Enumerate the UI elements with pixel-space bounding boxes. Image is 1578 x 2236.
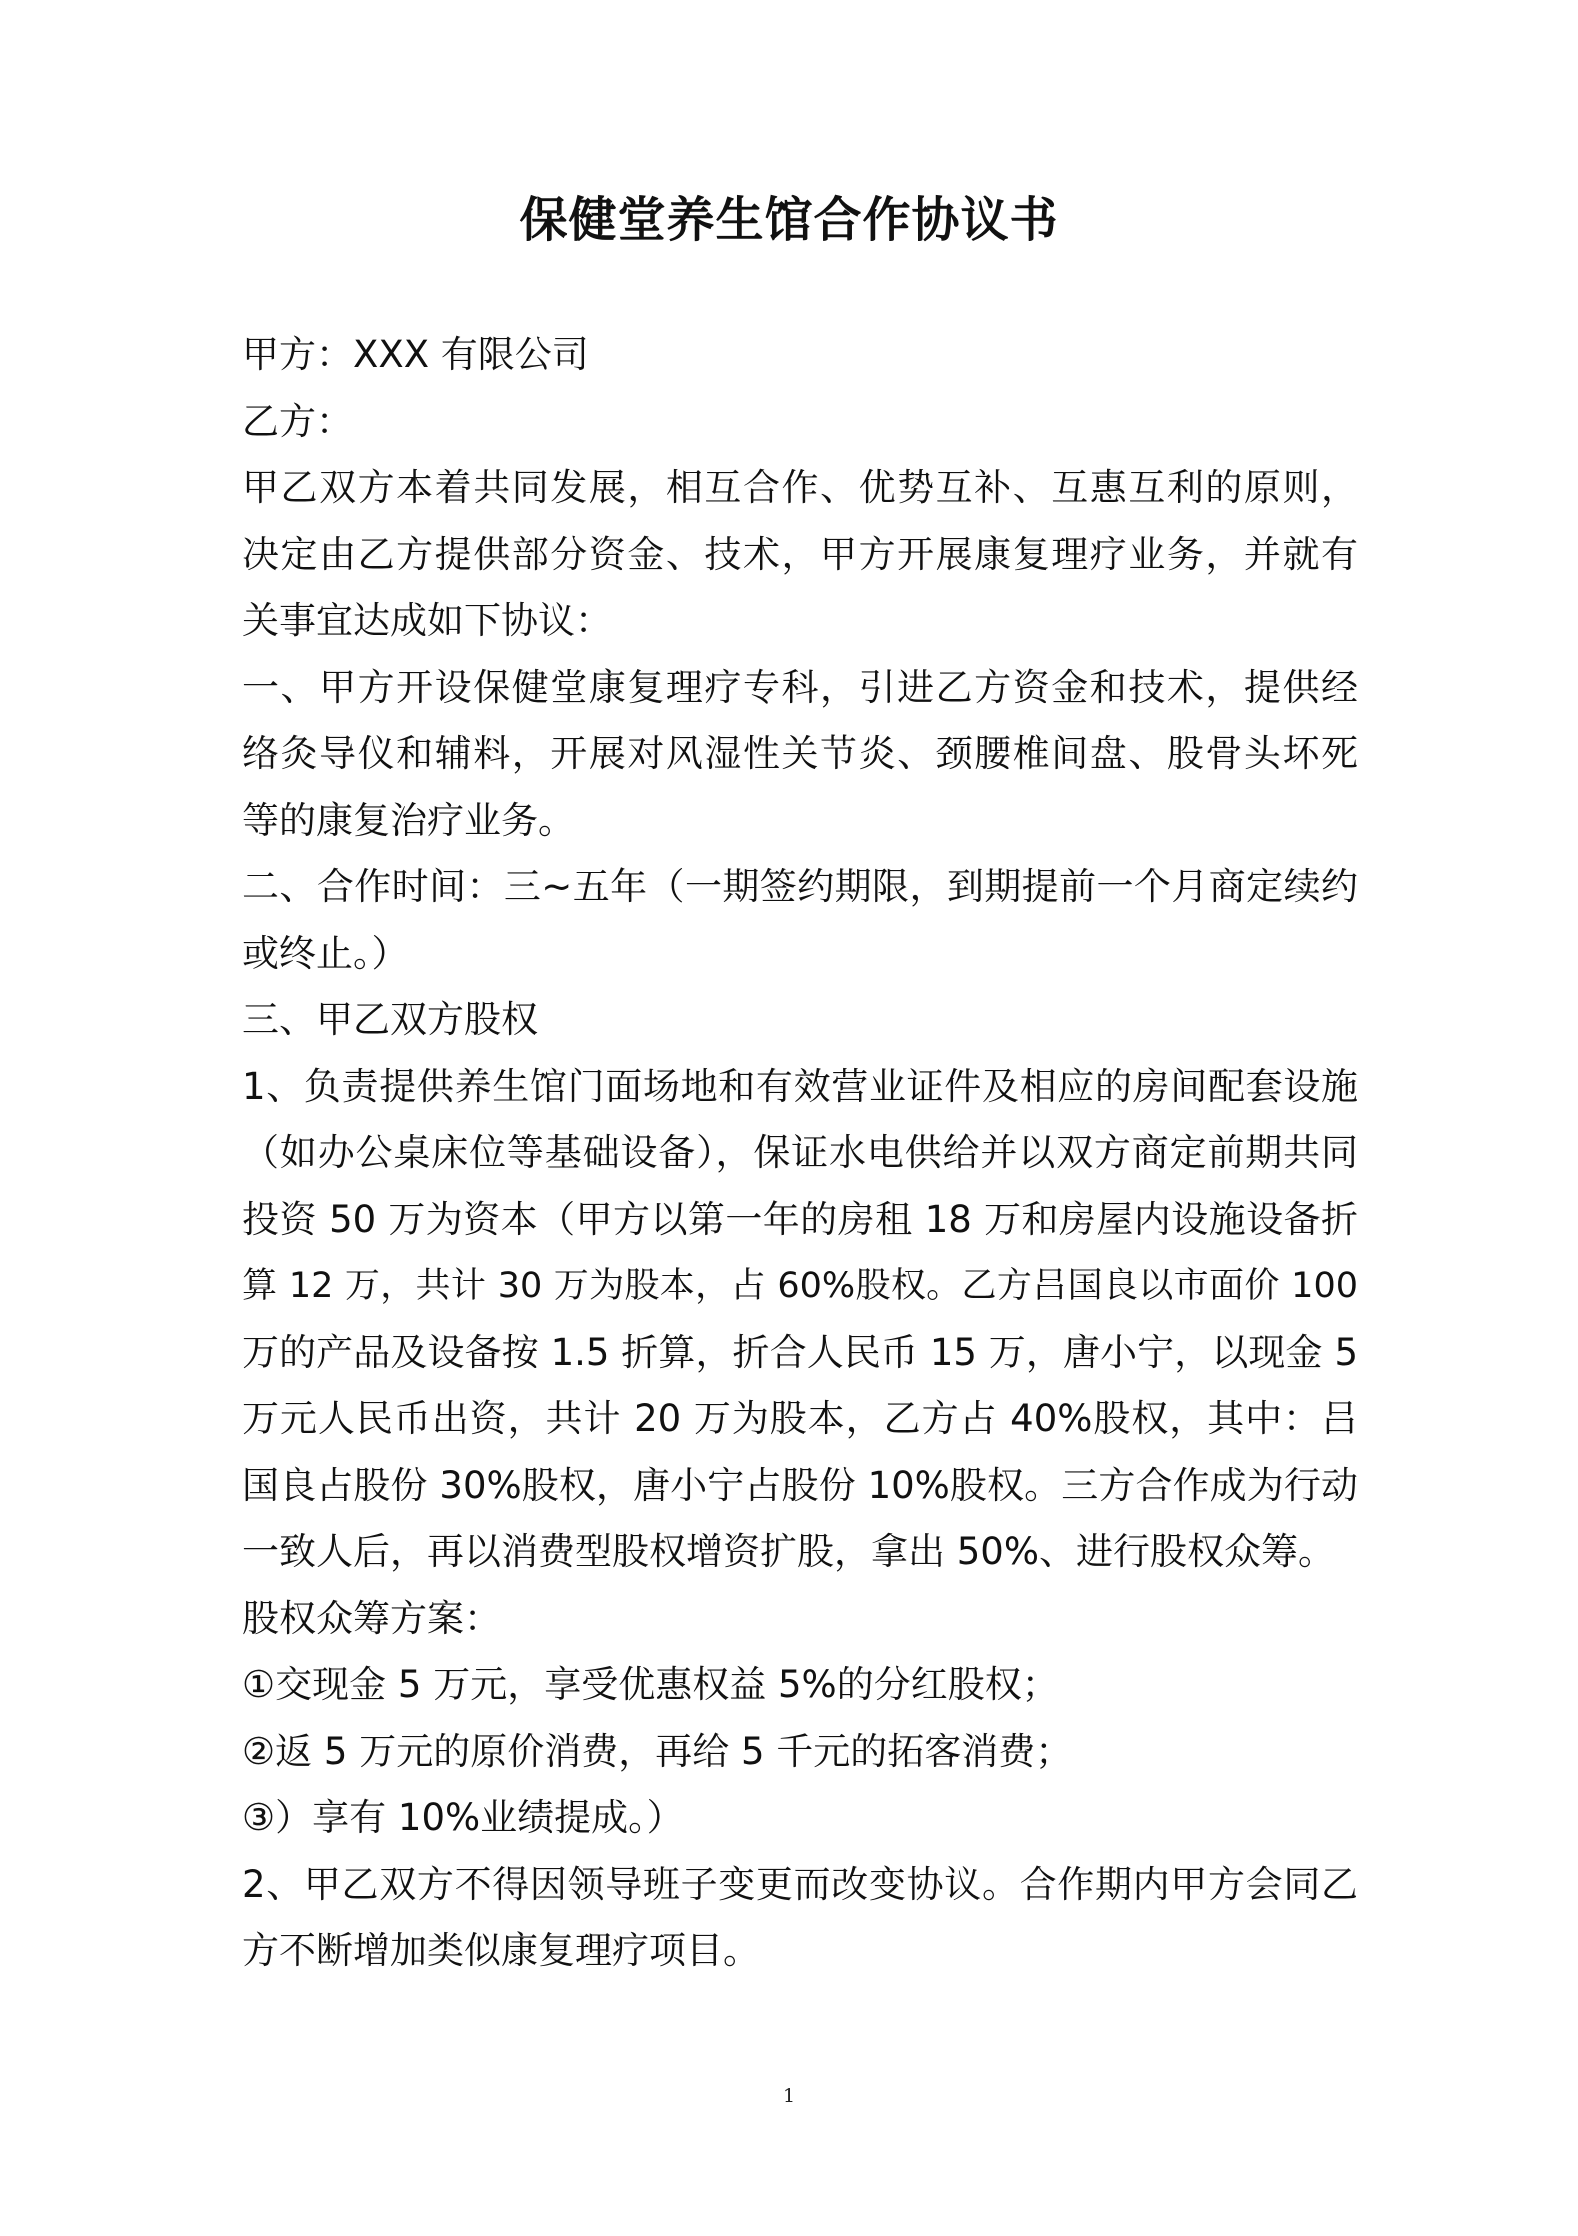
clause-3-line: 国良占股份 30%股权，唐小宁占股份 10%股权。三方合作成为行动 bbox=[242, 1463, 1358, 1507]
crowdfunding-heading: 股权众筹方案： bbox=[242, 1596, 501, 1640]
document-title: 保健堂养生馆合作协议书 bbox=[519, 192, 1059, 248]
body-line: 关事宜达成如下协议： bbox=[242, 599, 612, 642]
clause-3-line: 算 12 万，共计 30 万为股本，占 60%股权。乙方吕国良以市面价 100 bbox=[242, 1266, 1358, 1306]
clause-3-line: 1、负责提供养生馆门面场地和有效营业证件及相应的房间配套设施 bbox=[242, 1064, 1358, 1108]
clause-3-line: 一致人后，再以消费型股权增资扩股，拿出 50%、进行股权众筹。 bbox=[242, 1530, 1335, 1573]
clause-3-line: 万的产品及设备按 1.5 折算，折合人民币 15 万，唐小宁，以现金 5 bbox=[242, 1330, 1358, 1374]
crowdfunding-item: ①交现金 5 万元，享受优惠权益 5%的分红股权； bbox=[242, 1663, 1059, 1706]
document-body bbox=[242, 322, 1358, 1985]
party-a-line: 甲方：XXX 有限公司 bbox=[242, 333, 589, 376]
clause-3-line: （如办公桌床位等基础设备），保证水电供给并以双方商定前期共同 bbox=[242, 1131, 1358, 1174]
body-line: 决定由乙方提供部分资金、技术，甲方开展康复理疗业务，并就有 bbox=[242, 532, 1358, 576]
page-number: 1 bbox=[782, 2085, 796, 2107]
body-line: 甲乙双方本着共同发展，相互合作、优势互补、互惠互利的原则， bbox=[242, 466, 1358, 509]
clause-3-line: 万元人民币出资，共计 20 万为股本，乙方占 40%股权，其中：吕 bbox=[242, 1397, 1358, 1440]
party-b-line: 乙方： bbox=[242, 399, 353, 443]
clause-3-heading: 三、甲乙双方股权 bbox=[242, 998, 538, 1041]
clause-3-2-line: 2、甲乙双方不得因领导班子变更而改变协议。合作期内甲方会同乙 bbox=[242, 1862, 1358, 1906]
clause-1-line: 等的康复治疗业务。 bbox=[242, 798, 575, 842]
clause-1-line: 一、甲方开设保健堂康复理疗专科，引进乙方资金和技术，提供经 bbox=[242, 665, 1358, 709]
clause-3-2-line: 方不断增加类似康复理疗项目。 bbox=[242, 1929, 760, 1972]
clause-2-line: 或终止。） bbox=[242, 931, 409, 975]
clause-3-line: 投资 50 万为资本（甲方以第一年的房租 18 万和房屋内设施设备折 bbox=[242, 1197, 1358, 1241]
crowdfunding-item: ②返 5 万元的原价消费，再给 5 千元的拓客消费； bbox=[242, 1729, 1073, 1773]
clause-1-line: 络灸导仪和辅料，开展对风湿性关节炎、颈腰椎间盘、股骨头坏死 bbox=[242, 732, 1358, 775]
crowdfunding-item: ③）享有 10%业绩提成。） bbox=[242, 1796, 684, 1839]
clause-2-line: 二、合作时间：三~五年（一期签约期限，到期提前一个月商定续约 bbox=[242, 865, 1358, 908]
